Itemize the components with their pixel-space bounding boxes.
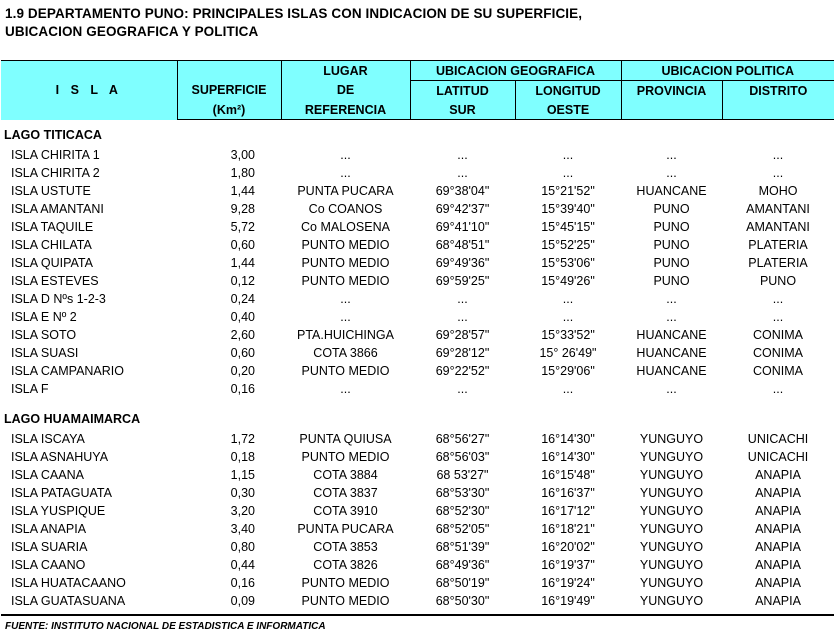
header-ubicacion-politica: UBICACION POLITICA [621,61,834,81]
cell-superficie: 3,00 [230,148,255,162]
cell-latitud: ... [457,292,468,306]
cell-superficie: 5,72 [230,220,255,234]
cell-isla: ISLA GUATASUANA [11,594,126,608]
cell-provincia: ... [666,148,677,162]
cell-provincia: HUANCANE [636,364,707,378]
cell-lugar: PTA.HUICHINGA [297,328,394,342]
cell-superficie: 1,15 [230,468,255,482]
cell-lugar: PUNTO MEDIO [301,576,390,590]
table-row [1,466,834,484]
cell-lugar: PUNTO MEDIO [301,274,390,288]
header-lugar-3: REFERENCIA [281,100,410,120]
cell-superficie: 0,20 [230,364,255,378]
cell-isla: ISLA F [11,382,49,396]
cell-lugar: ... [340,382,351,396]
cell-isla: ISLA ISCAYA [11,432,85,446]
cell-lugar: COTA 3884 [313,468,378,482]
cell-distrito: PLATERIA [748,256,808,270]
cell-longitud: 16°14'30" [541,432,595,446]
cell-latitud: ... [457,310,468,324]
table-row [1,236,834,254]
cell-distrito: ANAPIA [755,468,801,482]
cell-provincia: YUNGUYO [639,432,704,446]
cell-lugar: PUNTO MEDIO [301,256,390,270]
cell-superficie: 0,18 [230,450,255,464]
table-row [1,200,834,218]
table-row [1,538,834,556]
cell-longitud: ... [562,148,574,162]
cell-provincia: ... [666,166,677,180]
cell-provincia: YUNGUYO [639,486,704,500]
cell-isla: ISLA ESTEVES [11,274,99,288]
header-distrito: DISTRITO [722,81,834,101]
lake-name: LAGO HUAMAIMARCA [4,412,141,426]
header-latitud-sur: SUR [410,100,515,120]
cell-provincia: ... [666,310,677,324]
cell-latitud: 68°56'03" [435,450,490,464]
cell-isla: ISLA USTUTE [11,184,91,198]
cell-lugar: ... [340,166,351,180]
cell-longitud: ... [562,292,574,306]
cell-longitud: 16°15'48" [541,468,595,482]
cell-distrito: UNICACHI [747,432,809,446]
cell-longitud: 16°18'21" [541,522,595,536]
cell-latitud: 68 53'27" [436,468,489,482]
cell-superficie: 0,09 [230,594,255,608]
cell-distrito: AMANTANI [746,220,810,234]
cell-distrito: ANAPIA [755,576,801,590]
cell-longitud: 15°29'06" [541,364,595,378]
cell-latitud: 68°56'27" [435,432,490,446]
header-longitud-oeste: OESTE [515,100,621,120]
cell-longitud: 15°49'26" [541,274,595,288]
table-row [1,556,834,574]
cell-isla: ISLA CHIRITA 1 [11,148,100,162]
cell-latitud: 68°52'30" [435,504,490,518]
cell-isla: ISLA YUSPIQUE [11,504,106,518]
cell-lugar: PUNTA PUCARA [297,184,394,198]
header-distrito-blank [722,100,834,120]
cell-latitud: 68°50'19" [435,576,490,590]
cell-longitud: 16°14'30" [541,450,595,464]
cell-superficie: 1,44 [230,256,255,270]
cell-longitud: ... [562,382,574,396]
cell-longitud: 16°16'37" [541,486,595,500]
cell-isla: ISLA CHIRITA 2 [11,166,100,180]
cell-superficie: 0,60 [230,346,255,360]
cell-provincia: PUNO [653,202,690,216]
cell-isla: ISLA PATAGUATA [11,486,112,500]
cell-provincia: YUNGUYO [639,594,704,608]
cell-lugar: COTA 3826 [313,558,378,572]
cell-latitud: 69°28'12" [435,346,490,360]
cell-isla: ISLA ANAPIA [11,522,87,536]
page-title [5,5,582,41]
cell-lugar: Co COANOS [308,202,383,216]
header-lugar-1: LUGAR [281,61,410,81]
cell-lugar: Co MALOSENA [301,220,390,234]
cell-longitud: 16°19'24" [541,576,595,590]
cell-lugar: COTA 3866 [313,346,378,360]
cell-isla: ISLA TAQUILE [11,220,94,234]
cell-longitud: 15°52'25" [541,238,595,252]
cell-distrito: ... [772,310,784,324]
cell-latitud: ... [457,148,468,162]
table-row [1,362,834,380]
header-latitud: LATITUD [410,81,515,101]
cell-longitud: 16°19'37" [541,558,595,572]
lake-header-row [1,404,834,430]
cell-provincia: YUNGUYO [639,504,704,518]
table-row [1,520,834,538]
cell-longitud: 16°20'02" [541,540,595,554]
cell-provincia: HUANCANE [636,346,707,360]
cell-provincia: HUANCANE [636,328,707,342]
cell-isla: ISLA AMANTANI [11,202,104,216]
cell-isla: ISLA ASNAHUYA [11,450,109,464]
cell-distrito: ... [772,382,784,396]
cell-lugar: PUNTO MEDIO [301,450,390,464]
table-row [1,272,834,290]
table-row [1,218,834,236]
cell-superficie: 0,44 [230,558,255,572]
cell-superficie: 1,72 [230,432,255,446]
cell-superficie: 1,44 [230,184,255,198]
cell-lugar: PUNTA QUIUSA [299,432,392,446]
cell-provincia: YUNGUYO [639,450,704,464]
cell-superficie: 0,80 [230,540,255,554]
header-superficie-unit: (Km²) [177,100,281,120]
header-longitud: LONGITUD [515,81,621,101]
cell-isla: ISLA SOTO [11,328,77,342]
cell-provincia: PUNO [653,256,690,270]
cell-provincia: YUNGUYO [639,576,704,590]
cell-provincia: YUNGUYO [639,468,704,482]
bottom-rule [1,614,834,616]
cell-provincia: HUANCANE [636,184,707,198]
cell-provincia: ... [666,292,677,306]
cell-latitud: 68°49'36" [435,558,490,572]
header-lugar-2: DE [281,81,410,101]
cell-provincia: PUNO [653,220,690,234]
cell-provincia: YUNGUYO [639,522,704,536]
table-row [1,182,834,200]
cell-provincia: ... [666,382,677,396]
cell-longitud: 16°17'12" [541,504,595,518]
cell-distrito: ... [772,166,784,180]
cell-distrito: ANAPIA [755,540,801,554]
header-provincia-blank [621,100,722,120]
cell-superficie: 0,60 [230,238,255,252]
cell-distrito: ... [772,292,784,306]
table-row [1,290,834,308]
header-superficie: SUPERFICIE [177,81,281,101]
cell-longitud: 15°53'06" [541,256,595,270]
table-row [1,484,834,502]
cell-isla: ISLA E Nº 2 [11,310,77,324]
title-line-2: UBICACION GEOGRAFICA Y POLITICA [5,24,259,39]
cell-superficie: 3,40 [230,522,255,536]
cell-superficie: 0,30 [230,486,255,500]
table-row [1,430,834,448]
cell-latitud: 69°59'25" [435,274,490,288]
cell-isla: ISLA SUARIA [11,540,88,554]
cell-superficie: 0,24 [230,292,255,306]
cell-longitud: ... [562,310,574,324]
cell-lugar: PUNTO MEDIO [301,238,390,252]
cell-distrito: UNICACHI [747,450,809,464]
cell-isla: ISLA QUIPATA [11,256,93,270]
cell-isla: ISLA CAANA [11,468,84,482]
cell-lugar: COTA 3910 [313,504,378,518]
cell-provincia: PUNO [653,238,690,252]
cell-distrito: AMANTANI [746,202,810,216]
cell-latitud: 68°48'51" [435,238,490,252]
cell-longitud: ... [562,166,574,180]
cell-latitud: 68°53'30" [435,486,490,500]
table-header [1,61,834,120]
cell-superficie: 0,16 [230,576,255,590]
cell-latitud: 69°22'52" [435,364,490,378]
table-row [1,146,834,164]
header-superficie-blank [177,61,281,81]
table-row [1,254,834,272]
cell-distrito: CONIMA [753,364,803,378]
cell-distrito: ... [772,148,784,162]
cell-isla: ISLA HUATACAANO [11,576,126,590]
table-row [1,502,834,520]
header-ubicacion-geografica: UBICACION GEOGRAFICA [410,61,621,81]
cell-lugar: ... [340,148,351,162]
lake-header-row [1,120,834,147]
cell-provincia: YUNGUYO [639,558,704,572]
cell-isla: ISLA CAMPANARIO [11,364,124,378]
cell-distrito: MOHO [758,184,798,198]
table-row [1,574,834,592]
cell-lugar: PUNTO MEDIO [301,364,390,378]
cell-lugar: PUNTA PUCARA [297,522,394,536]
cell-distrito: PUNO [759,274,797,288]
cell-lugar: ... [340,310,351,324]
source-note: FUENTE: INSTITUTO NACIONAL DE ESTADISTICA E INFORMATICA [5,621,326,632]
cell-superficie: 0,40 [230,310,255,324]
cell-superficie: 0,16 [230,382,255,396]
cell-lugar: COTA 3837 [313,486,378,500]
table-row [1,380,834,398]
cell-superficie: 3,20 [230,504,255,518]
cell-isla: ISLA CAANO [11,558,86,572]
cell-lugar: ... [340,292,351,306]
cell-distrito: ANAPIA [755,504,801,518]
cell-latitud: 69°49'36" [435,256,490,270]
cell-superficie: 2,60 [230,328,255,342]
islands-table [1,60,834,610]
cell-longitud: 15°21'52" [541,184,595,198]
table-row [1,344,834,362]
cell-distrito: CONIMA [753,346,803,360]
table-row [1,592,834,610]
cell-lugar: PUNTO MEDIO [301,594,390,608]
header-isla: I S L A [1,61,177,120]
cell-longitud: 15°45'15" [541,220,595,234]
cell-distrito: ANAPIA [755,522,801,536]
cell-distrito: ANAPIA [755,486,801,500]
table-row [1,164,834,182]
table-row [1,326,834,344]
cell-latitud: ... [457,382,468,396]
cell-longitud: 16°19'49" [541,594,595,608]
cell-longitud: 15°39'40" [541,202,595,216]
cell-latitud: 69°42'37" [435,202,490,216]
cell-latitud: 69°41'10" [435,220,490,234]
table-row [1,308,834,326]
lake-name: LAGO TITICACA [4,128,102,142]
cell-latitud: 68°50'30" [435,594,490,608]
header-provincia: PROVINCIA [621,81,722,101]
table-row [1,448,834,466]
cell-distrito: ANAPIA [755,594,801,608]
cell-isla: ISLA CHILATA [11,238,92,252]
cell-isla: ISLA SUASI [11,346,79,360]
cell-distrito: PLATERIA [748,238,808,252]
cell-provincia: YUNGUYO [639,540,704,554]
cell-superficie: 9,28 [230,202,255,216]
cell-isla: ISLA D Nºs 1-2-3 [11,292,106,306]
cell-distrito: CONIMA [753,328,803,342]
title-line-1: 1.9 DEPARTAMENTO PUNO: PRINCIPALES ISLAS CON INDICACION DE SU SUPERFICIE, [5,6,583,21]
cell-superficie: 0,12 [230,274,255,288]
cell-latitud: 69°38'04" [435,184,490,198]
cell-latitud: 68°52'05" [435,522,490,536]
cell-superficie: 1,80 [230,166,255,180]
table-body [1,120,834,611]
cell-latitud: 68°51'39" [435,540,490,554]
cell-lugar: COTA 3853 [313,540,378,554]
cell-latitud: ... [457,166,468,180]
cell-provincia: PUNO [653,274,690,288]
cell-latitud: 69°28'57" [435,328,490,342]
cell-distrito: ANAPIA [755,558,801,572]
cell-longitud: 15° 26'49" [539,346,597,360]
cell-longitud: 15°33'52" [541,328,595,342]
